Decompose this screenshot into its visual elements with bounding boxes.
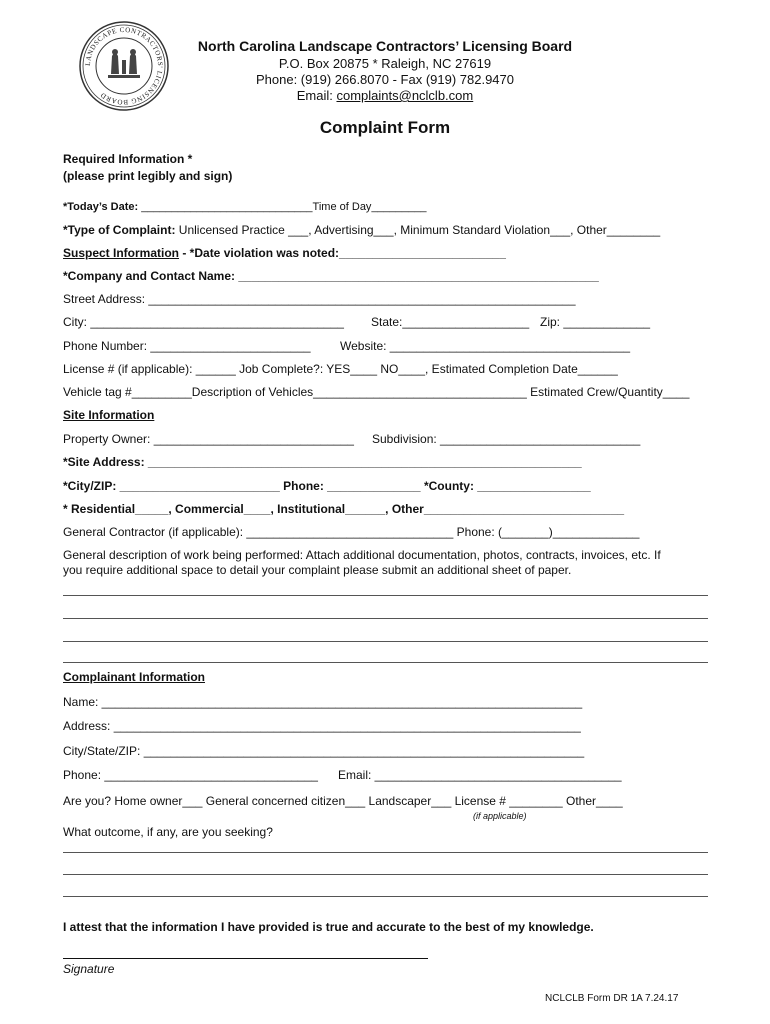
time-of-day-label: Time of Day (312, 201, 372, 213)
state-blank[interactable]: ___________________ (402, 315, 530, 329)
org-name: North Carolina Landscape Contractors’ Licensing Board (197, 38, 573, 54)
form-code-footer: NCLCLB Form DR 1A 7.24.17 (545, 993, 679, 1004)
website-label: Website: (340, 339, 387, 353)
subdivision-label: Subdivision: (372, 432, 437, 446)
general-contractor-line[interactable]: General Contractor (if applicable): _______________________________ Phone: (_______)_____________ (63, 525, 640, 539)
description-line-1[interactable] (63, 595, 708, 596)
website-blank[interactable]: ____________________________________ (386, 339, 631, 353)
org-phone-fax: Phone: (919) 266.8070 - Fax (919) 782.9470 (255, 72, 514, 87)
complaint-type-label: *Type of Complaint: (63, 223, 176, 237)
site-type-line[interactable]: * Residential_____, Commercial____, Institutional______, Other______________________________ (63, 502, 625, 516)
website-field[interactable] (340, 339, 630, 353)
signature-line[interactable] (63, 958, 428, 959)
complainant-heading: Complainant Information (63, 670, 205, 684)
street-address-label: Street Address: (63, 292, 146, 306)
complainant-name-field[interactable]: Name: ________________________________________________________________________ (63, 695, 583, 709)
complainant-email-blank[interactable]: _____________________________________ (371, 768, 622, 782)
description-line-3[interactable] (63, 641, 708, 642)
state-field[interactable] (371, 315, 529, 329)
complainant-phone-field[interactable] (63, 768, 318, 782)
city-blank[interactable]: ______________________________________ (87, 315, 344, 329)
todays-date-label: *Today’s Date: (63, 201, 139, 213)
outcome-line-3[interactable] (63, 896, 708, 897)
property-owner-label: Property Owner: (63, 432, 151, 446)
complaint-type-options[interactable]: Unlicensed Practice ___, Advertising___, Minimum Standard Violation___, Other________ (175, 223, 661, 237)
subdivision-field[interactable] (372, 432, 640, 446)
property-owner-blank[interactable]: ______________________________ (150, 432, 354, 446)
suspect-heading-row (63, 246, 506, 260)
zip-blank[interactable]: _____________ (560, 315, 651, 329)
org-email (175, 88, 595, 103)
phone-number-label: Phone Number: (63, 339, 148, 353)
todays-date-field[interactable] (63, 201, 427, 213)
board-seal-logo (78, 20, 170, 112)
state-label: State: (371, 315, 403, 329)
outcome-line-1[interactable] (63, 852, 708, 853)
site-address-field[interactable] (63, 455, 582, 469)
description-line-4[interactable] (63, 662, 708, 663)
complainant-city-state-zip-field[interactable]: City/State/ZIP: __________________________________________________________________ (63, 744, 585, 758)
if-applicable-note: (if applicable) (473, 811, 527, 821)
license-job-line[interactable]: License # (if applicable): ______ Job Complete?: YES____ NO____, Estimated Completion Date______ (63, 362, 618, 376)
company-contact-blank[interactable]: ______________________________________________________ (235, 269, 599, 283)
complainant-phone-label: Phone: (63, 768, 102, 782)
zip-field[interactable] (540, 315, 650, 329)
zip-label: Zip: (540, 315, 561, 329)
work-description-instructions-1: General description of work being performed: Attach additional documentation, photos, contracts, invoices, etc. If (63, 548, 661, 562)
property-owner-field[interactable] (63, 432, 354, 446)
site-city-phone-county-line[interactable]: *City/ZIP: ________________________ Phone: ______________ *County: _________________ (63, 479, 591, 493)
suspect-heading: Suspect Information (63, 246, 180, 260)
complainant-phone-blank[interactable]: ________________________________ (101, 768, 318, 782)
complaint-type-field[interactable] (63, 223, 660, 237)
city-label: City: (63, 315, 87, 329)
date-violation-noted-field[interactable]: - *Date violation was noted:_________________________ (179, 246, 506, 260)
site-heading: Site Information (63, 408, 155, 422)
subdivision-blank[interactable]: ______________________________ (436, 432, 641, 446)
time-of-day-blank[interactable]: _________ (371, 201, 427, 213)
signature-label: Signature (63, 962, 115, 976)
street-address-field[interactable] (63, 292, 576, 306)
required-instruction: (please print legibly and sign) (63, 169, 233, 183)
street-address-blank[interactable]: ________________________________________________________________ (145, 292, 576, 306)
company-contact-field[interactable] (63, 269, 599, 283)
vehicle-line[interactable]: Vehicle tag #_________Description of Vehicles________________________________ Estimated Crew/Quantity____ (63, 385, 690, 399)
phone-number-field[interactable] (63, 339, 311, 353)
email-label: Email: (296, 88, 337, 103)
complainant-role-line[interactable]: Are you? Home owner___ General concerned citizen___ Landscaper___ License # ________ Other____ (63, 794, 623, 808)
form-title: Complaint Form (319, 118, 451, 137)
todays-date-blank[interactable]: ____________________________ (138, 201, 313, 213)
complainant-address-field[interactable]: Address: ______________________________________________________________________ (63, 719, 581, 733)
attestation-statement: I attest that the information I have provided is true and accurate to the best of my knowledge. (63, 920, 594, 934)
site-address-blank[interactable]: _________________________________________________________________ (144, 455, 582, 469)
svg-text:LANDSCAPE CONTRACTORS' LICENSI: LANDSCAPE CONTRACTORS' LICENSING BOARD (83, 25, 165, 107)
complainant-email-label: Email: (338, 768, 372, 782)
required-note: Required Information * (63, 152, 193, 166)
city-field[interactable] (63, 315, 344, 329)
outcome-question: What outcome, if any, are you seeking? (63, 825, 273, 839)
site-address-label: *Site Address: (63, 455, 145, 469)
complainant-email-field[interactable] (338, 768, 622, 782)
company-contact-label: *Company and Contact Name: (63, 269, 236, 283)
email-link[interactable]: complaints@nclclb.com (336, 88, 474, 103)
org-address: P.O. Box 20875 * Raleigh, NC 27619 (278, 56, 492, 71)
description-line-2[interactable] (63, 618, 708, 619)
phone-number-blank[interactable]: ________________________ (147, 339, 311, 353)
outcome-line-2[interactable] (63, 874, 708, 875)
work-description-instructions-2: you require additional space to detail your complaint please submit an additional sheet of paper. (63, 563, 572, 577)
